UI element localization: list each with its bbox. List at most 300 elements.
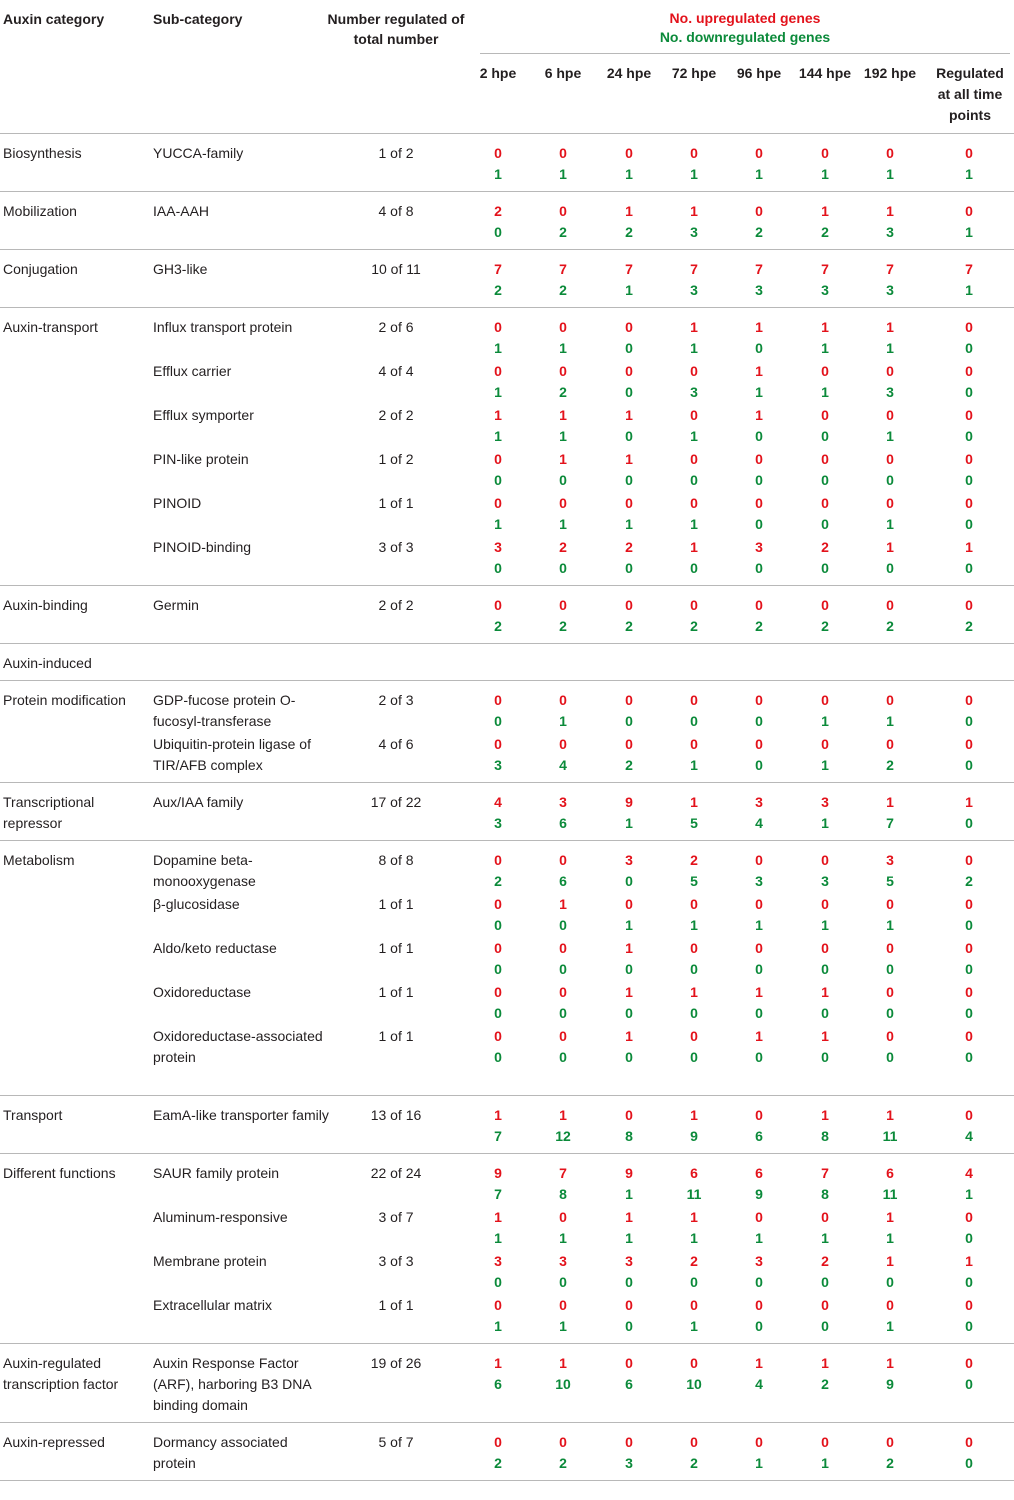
downregulated-count: 2 — [965, 873, 973, 889]
header-timepoint: 144 hpe — [798, 65, 852, 81]
downregulated-count: 0 — [755, 1049, 763, 1065]
downregulated-count: 1 — [494, 516, 502, 532]
upregulated-count: 0 — [965, 852, 973, 868]
upregulated-count: 2 — [559, 539, 567, 555]
upregulated-count: 1 — [625, 1209, 633, 1225]
downregulated-count: 10 — [555, 1376, 571, 1392]
downregulated-count: 1 — [494, 428, 502, 444]
upregulated-count: 0 — [494, 852, 502, 868]
table-row — [0, 405, 1014, 447]
sub-category-label: PINOID — [153, 495, 202, 511]
table-row — [0, 982, 1014, 1024]
upregulated-count: 0 — [821, 852, 829, 868]
downregulated-count: 0 — [965, 815, 973, 831]
downregulated-count: 3 — [886, 282, 894, 298]
downregulated-count: 6 — [494, 1376, 502, 1392]
upregulated-count: 1 — [755, 407, 763, 423]
downregulated-count: 2 — [494, 618, 502, 634]
downregulated-count: 0 — [821, 560, 829, 576]
upregulated-count: 0 — [625, 1355, 633, 1371]
upregulated-count: 1 — [965, 794, 973, 810]
upregulated-count: 1 — [559, 1355, 567, 1371]
downregulated-count: 9 — [755, 1186, 763, 1202]
downregulated-count: 0 — [965, 961, 973, 977]
downregulated-count: 0 — [755, 757, 763, 773]
downregulated-count: 1 — [755, 166, 763, 182]
downregulated-count: 0 — [755, 713, 763, 729]
category-auxin-binding — [0, 586, 1014, 644]
upregulated-count: 0 — [821, 1297, 829, 1313]
downregulated-count: 1 — [494, 166, 502, 182]
upregulated-count: 1 — [690, 1209, 698, 1225]
upregulated-count: 1 — [690, 984, 698, 1000]
upregulated-count: 7 — [625, 261, 633, 277]
upregulated-count: 0 — [965, 203, 973, 219]
sub-category-label: EamA-like transporter family — [153, 1107, 329, 1123]
upregulated-count: 1 — [625, 203, 633, 219]
upregulated-count: 1 — [821, 203, 829, 219]
downregulated-count: 0 — [755, 516, 763, 532]
downregulated-count: 1 — [625, 166, 633, 182]
upregulated-count: 4 — [494, 794, 502, 810]
upregulated-count: 0 — [690, 1028, 698, 1044]
upregulated-count: 1 — [755, 984, 763, 1000]
downregulated-count: 11 — [686, 1186, 702, 1202]
upregulated-count: 7 — [821, 1165, 829, 1181]
downregulated-count: 5 — [690, 873, 698, 889]
upregulated-count: 4 — [965, 1165, 973, 1181]
table-row — [0, 894, 1014, 936]
upregulated-count: 2 — [821, 539, 829, 555]
upregulated-count: 3 — [755, 794, 763, 810]
upregulated-count: 0 — [494, 451, 502, 467]
downregulated-count: 0 — [755, 428, 763, 444]
upregulated-count: 0 — [494, 597, 502, 613]
downregulated-count: 2 — [625, 224, 633, 240]
downregulated-count: 2 — [559, 1455, 567, 1471]
upregulated-count: 1 — [821, 319, 829, 335]
downregulated-count: 0 — [821, 516, 829, 532]
downregulated-count: 2 — [625, 618, 633, 634]
legend — [480, 9, 1010, 54]
downregulated-count: 2 — [965, 618, 973, 634]
upregulated-count: 0 — [625, 736, 633, 752]
regulated-ratio: 4 of 6 — [378, 736, 414, 752]
downregulated-count: 0 — [886, 1274, 894, 1290]
downregulated-count: 1 — [559, 713, 567, 729]
upregulated-count: 1 — [886, 1209, 894, 1225]
downregulated-count: 0 — [690, 713, 698, 729]
upregulated-count: 0 — [755, 451, 763, 467]
header-timepoint: 96 hpe — [736, 65, 782, 81]
table-row — [0, 1026, 1014, 1089]
downregulated-count: 0 — [965, 1274, 973, 1290]
downregulated-count: 0 — [625, 1318, 633, 1334]
upregulated-count: 1 — [690, 203, 698, 219]
upregulated-count: 0 — [559, 692, 567, 708]
upregulated-count: 0 — [821, 896, 829, 912]
upregulated-count: 1 — [625, 407, 633, 423]
upregulated-count: 0 — [690, 451, 698, 467]
upregulated-count: 1 — [886, 1107, 894, 1123]
upregulated-count: 1 — [755, 1355, 763, 1371]
downregulated-count: 3 — [494, 757, 502, 773]
upregulated-count: 2 — [494, 203, 502, 219]
upregulated-count: 0 — [625, 363, 633, 379]
upregulated-count: 0 — [886, 1434, 894, 1450]
upregulated-count: 0 — [965, 363, 973, 379]
upregulated-count: 0 — [821, 1209, 829, 1225]
upregulated-count: 6 — [690, 1165, 698, 1181]
regulated-ratio: 2 of 3 — [378, 692, 414, 708]
regulated-ratio: 3 of 3 — [378, 1253, 414, 1269]
downregulated-count: 2 — [494, 873, 502, 889]
downregulated-count: 11 — [882, 1186, 898, 1202]
upregulated-count: 7 — [965, 261, 973, 277]
upregulated-count: 0 — [965, 1355, 973, 1371]
regulated-ratio: 13 of 16 — [370, 1107, 422, 1123]
downregulated-count: 0 — [965, 1049, 973, 1065]
downregulated-count: 1 — [821, 340, 829, 356]
downregulated-count: 1 — [755, 1455, 763, 1471]
upregulated-count: 0 — [625, 1434, 633, 1450]
upregulated-count: 0 — [559, 1434, 567, 1450]
downregulated-count: 0 — [965, 713, 973, 729]
upregulated-count: 0 — [821, 597, 829, 613]
downregulated-count: 7 — [494, 1186, 502, 1202]
downregulated-count: 1 — [886, 516, 894, 532]
category-label: Auxin-repressed — [3, 1434, 105, 1450]
regulated-ratio: 3 of 3 — [378, 539, 414, 555]
category-different-functions — [0, 1154, 1014, 1344]
upregulated-count: 1 — [755, 1028, 763, 1044]
downregulated-count: 1 — [494, 1318, 502, 1334]
downregulated-count: 0 — [559, 472, 567, 488]
downregulated-count: 0 — [690, 472, 698, 488]
upregulated-count: 3 — [755, 1253, 763, 1269]
upregulated-count: 0 — [886, 597, 894, 613]
downregulated-count: 0 — [821, 1274, 829, 1290]
downregulated-count: 0 — [755, 560, 763, 576]
downregulated-count: 0 — [965, 384, 973, 400]
downregulated-count: 1 — [821, 713, 829, 729]
upregulated-count: 1 — [755, 319, 763, 335]
downregulated-count: 2 — [821, 224, 829, 240]
header-timepoint: 72 hpe — [671, 65, 717, 81]
regulated-ratio: 1 of 1 — [378, 1297, 414, 1313]
upregulated-count: 0 — [886, 984, 894, 1000]
upregulated-count: 3 — [625, 852, 633, 868]
upregulated-count: 0 — [755, 495, 763, 511]
header-timepoint: 192 hpe — [863, 65, 917, 81]
downregulated-count: 1 — [755, 384, 763, 400]
upregulated-count: 0 — [494, 1434, 502, 1450]
upregulated-count: 1 — [886, 539, 894, 555]
table-row — [0, 1207, 1014, 1249]
regulated-ratio: 5 of 7 — [378, 1434, 414, 1450]
upregulated-count: 2 — [690, 1253, 698, 1269]
upregulated-count: 1 — [965, 539, 973, 555]
upregulated-count: 0 — [965, 984, 973, 1000]
upregulated-count: 1 — [690, 539, 698, 555]
downregulated-count: 3 — [625, 1455, 633, 1471]
upregulated-count: 1 — [559, 896, 567, 912]
downregulated-count: 1 — [821, 1455, 829, 1471]
upregulated-count: 0 — [965, 1028, 973, 1044]
regulated-ratio: 1 of 1 — [378, 1028, 414, 1044]
regulated-ratio: 1 of 2 — [378, 451, 414, 467]
upregulated-count: 0 — [755, 1297, 763, 1313]
category-transport — [0, 1096, 1014, 1154]
table-row — [0, 690, 1014, 732]
category-label: Auxin-regulated transcription factor — [3, 1355, 119, 1392]
downregulated-count: 2 — [886, 618, 894, 634]
upregulated-count: 0 — [886, 736, 894, 752]
upregulated-count: 0 — [965, 495, 973, 511]
downregulated-count: 7 — [886, 815, 894, 831]
upregulated-count: 0 — [886, 896, 894, 912]
downregulated-count: 6 — [625, 1376, 633, 1392]
sub-category-label: Aluminum-responsive — [153, 1209, 288, 1225]
downregulated-count: 1 — [821, 917, 829, 933]
downregulated-count: 0 — [559, 1049, 567, 1065]
category-label: Transcriptional repressor — [3, 794, 95, 831]
upregulated-count: 0 — [965, 1297, 973, 1313]
downregulated-count: 1 — [821, 384, 829, 400]
downregulated-count: 1 — [494, 1230, 502, 1246]
category-label: Protein modification — [3, 692, 126, 708]
downregulated-count: 2 — [821, 618, 829, 634]
upregulated-count: 0 — [755, 203, 763, 219]
upregulated-count: 0 — [755, 852, 763, 868]
downregulated-count: 3 — [821, 282, 829, 298]
downregulated-count: 6 — [755, 1128, 763, 1144]
upregulated-count: 1 — [494, 407, 502, 423]
upregulated-count: 1 — [625, 940, 633, 956]
category-auxin-regulated-transcription-factor — [0, 1344, 1014, 1423]
downregulated-count: 1 — [886, 1318, 894, 1334]
upregulated-count: 0 — [690, 1434, 698, 1450]
downregulated-count: 0 — [625, 560, 633, 576]
downregulated-count: 0 — [755, 961, 763, 977]
upregulated-count: 0 — [625, 495, 633, 511]
upregulated-count: 3 — [886, 852, 894, 868]
downregulated-count: 4 — [559, 757, 567, 773]
upregulated-count: 0 — [690, 597, 698, 613]
sub-category-label: Efflux symporter — [153, 407, 254, 423]
sub-category-label: Germin — [153, 597, 199, 613]
downregulated-count: 1 — [625, 917, 633, 933]
downregulated-count: 3 — [690, 282, 698, 298]
upregulated-count: 1 — [690, 794, 698, 810]
upregulated-count: 0 — [559, 597, 567, 613]
upregulated-count: 0 — [821, 1434, 829, 1450]
downregulated-count: 0 — [494, 224, 502, 240]
table-row — [0, 1105, 1014, 1147]
table-row — [0, 201, 1014, 243]
downregulated-count: 0 — [965, 340, 973, 356]
upregulated-count: 0 — [559, 319, 567, 335]
downregulated-count: 7 — [494, 1128, 502, 1144]
upregulated-count: 3 — [559, 794, 567, 810]
upregulated-count: 0 — [494, 319, 502, 335]
upregulated-count: 0 — [886, 940, 894, 956]
upregulated-count: 3 — [755, 539, 763, 555]
upregulated-count: 0 — [494, 1297, 502, 1313]
downregulated-count: 0 — [755, 340, 763, 356]
downregulated-count: 3 — [494, 815, 502, 831]
upregulated-count: 0 — [821, 363, 829, 379]
upregulated-count: 0 — [886, 451, 894, 467]
upregulated-count: 0 — [965, 1107, 973, 1123]
downregulated-count: 1 — [625, 815, 633, 831]
upregulated-count: 0 — [965, 896, 973, 912]
upregulated-count: 0 — [559, 495, 567, 511]
downregulated-count: 0 — [821, 428, 829, 444]
legend-downregulated: No. downregulated genes — [659, 29, 831, 45]
downregulated-count: 2 — [559, 282, 567, 298]
upregulated-count: 0 — [559, 736, 567, 752]
upregulated-count: 0 — [690, 407, 698, 423]
downregulated-count: 0 — [755, 1005, 763, 1021]
upregulated-count: 2 — [821, 1253, 829, 1269]
upregulated-count: 0 — [965, 1434, 973, 1450]
upregulated-count: 0 — [755, 145, 763, 161]
downregulated-count: 0 — [690, 961, 698, 977]
downregulated-count: 1 — [965, 224, 973, 240]
category-label: Metabolism — [3, 852, 75, 868]
downregulated-count: 0 — [690, 560, 698, 576]
upregulated-count: 3 — [821, 794, 829, 810]
table-row — [0, 1295, 1014, 1337]
upregulated-count: 0 — [690, 896, 698, 912]
upregulated-count: 0 — [494, 1028, 502, 1044]
downregulated-count: 1 — [886, 166, 894, 182]
upregulated-count: 1 — [965, 1253, 973, 1269]
downregulated-count: 0 — [755, 472, 763, 488]
upregulated-count: 0 — [625, 145, 633, 161]
regulated-ratio: 4 of 8 — [378, 203, 414, 219]
upregulated-count: 9 — [494, 1165, 502, 1181]
downregulated-count: 3 — [755, 873, 763, 889]
downregulated-count: 0 — [886, 1049, 894, 1065]
sub-category-label: Extracellular matrix — [153, 1297, 273, 1313]
regulated-ratio: 3 of 7 — [378, 1209, 414, 1225]
upregulated-count: 1 — [625, 451, 633, 467]
upregulated-count: 0 — [965, 597, 973, 613]
upregulated-count: 1 — [886, 1355, 894, 1371]
upregulated-count: 7 — [886, 261, 894, 277]
downregulated-count: 2 — [886, 757, 894, 773]
upregulated-count: 0 — [965, 940, 973, 956]
downregulated-count: 0 — [965, 516, 973, 532]
downregulated-count: 2 — [559, 224, 567, 240]
downregulated-count: 0 — [821, 472, 829, 488]
category-auxin-repressed — [0, 1423, 1014, 1481]
upregulated-count: 0 — [821, 451, 829, 467]
upregulated-count: 6 — [755, 1165, 763, 1181]
upregulated-count: 0 — [625, 896, 633, 912]
downregulated-count: 0 — [625, 340, 633, 356]
upregulated-count: 0 — [690, 940, 698, 956]
downregulated-count: 1 — [690, 340, 698, 356]
upregulated-count: 0 — [886, 1028, 894, 1044]
regulated-ratio: 4 of 4 — [378, 363, 414, 379]
downregulated-count: 0 — [965, 757, 973, 773]
downregulated-count: 0 — [625, 472, 633, 488]
downregulated-count: 0 — [965, 1455, 973, 1471]
downregulated-count: 0 — [886, 560, 894, 576]
sub-category-label: Oxidoreductase — [153, 984, 252, 1000]
regulated-ratio: 2 of 2 — [378, 597, 414, 613]
category-label: Auxin-induced — [3, 655, 92, 671]
upregulated-count: 0 — [965, 736, 973, 752]
downregulated-count: 1 — [886, 713, 894, 729]
upregulated-count: 0 — [755, 940, 763, 956]
upregulated-count: 0 — [965, 692, 973, 708]
table-row — [0, 850, 1014, 892]
upregulated-count: 1 — [821, 984, 829, 1000]
downregulated-count: 0 — [625, 428, 633, 444]
upregulated-count: 0 — [559, 984, 567, 1000]
downregulated-count: 0 — [625, 713, 633, 729]
upregulated-count: 0 — [886, 407, 894, 423]
downregulated-count: 1 — [559, 516, 567, 532]
downregulated-count: 0 — [494, 917, 502, 933]
table-row — [0, 734, 1014, 776]
upregulated-count: 0 — [755, 736, 763, 752]
upregulated-count: 0 — [559, 1028, 567, 1044]
regulated-ratio: 1 of 1 — [378, 896, 414, 912]
regulated-ratio: 2 of 6 — [378, 319, 414, 335]
downregulated-count: 2 — [625, 757, 633, 773]
upregulated-count: 0 — [821, 407, 829, 423]
upregulated-count: 1 — [690, 1107, 698, 1123]
table-row — [0, 493, 1014, 535]
downregulated-count: 0 — [690, 1274, 698, 1290]
upregulated-count: 0 — [625, 1297, 633, 1313]
table-row — [0, 792, 1014, 834]
downregulated-count: 4 — [755, 815, 763, 831]
upregulated-count: 0 — [755, 1209, 763, 1225]
downregulated-count: 3 — [690, 384, 698, 400]
upregulated-count: 0 — [690, 1297, 698, 1313]
upregulated-count: 1 — [690, 319, 698, 335]
downregulated-count: 1 — [559, 340, 567, 356]
header-number-regulated: Number regulated of total number — [327, 11, 465, 47]
downregulated-count: 0 — [965, 472, 973, 488]
category-label: Different functions — [3, 1165, 116, 1181]
downregulated-count: 0 — [965, 1376, 973, 1392]
downregulated-count: 1 — [690, 428, 698, 444]
category-transcriptional-repressor — [0, 783, 1014, 841]
downregulated-count: 1 — [965, 166, 973, 182]
sub-category-label: IAA-AAH — [153, 203, 210, 219]
upregulated-count: 3 — [559, 1253, 567, 1269]
downregulated-count: 1 — [625, 282, 633, 298]
upregulated-count: 0 — [625, 597, 633, 613]
upregulated-count: 0 — [494, 896, 502, 912]
downregulated-count: 1 — [559, 428, 567, 444]
downregulated-count: 0 — [965, 428, 973, 444]
downregulated-count: 0 — [494, 1049, 502, 1065]
upregulated-count: 2 — [690, 852, 698, 868]
downregulated-count: 2 — [559, 384, 567, 400]
downregulated-count: 0 — [625, 961, 633, 977]
downregulated-count: 1 — [821, 166, 829, 182]
upregulated-count: 0 — [690, 1355, 698, 1371]
downregulated-count: 1 — [559, 1318, 567, 1334]
